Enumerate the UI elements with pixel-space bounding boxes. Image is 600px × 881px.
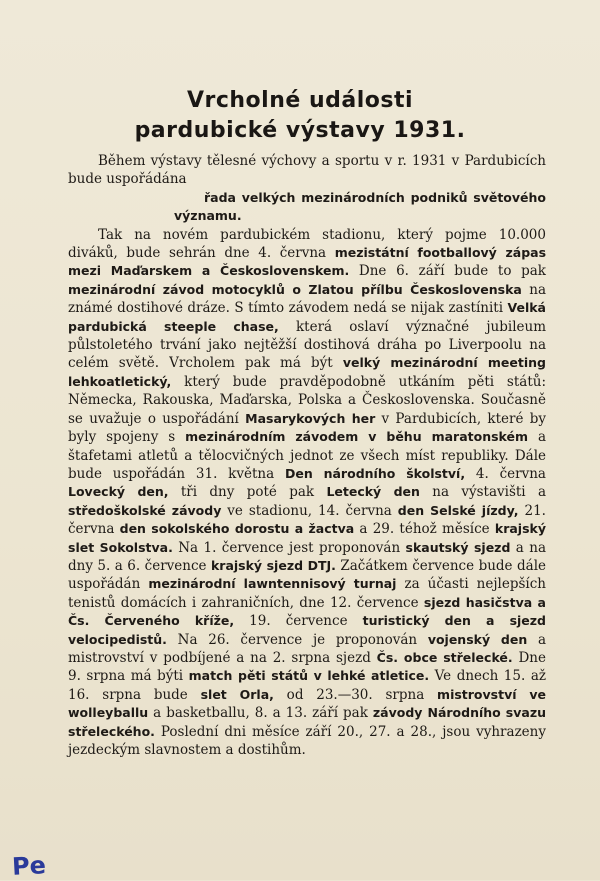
highlight-school-races: středoškolské závody — [68, 502, 222, 518]
highlight-aviation-day: Letecký den — [326, 484, 420, 500]
highlight-military-day: vojenský den — [427, 631, 528, 647]
intro-highlight: řada velkých mezinárodních podniků světového významu. — [174, 189, 546, 224]
highlight-shooting-union: Čs. obce střelecké. — [376, 649, 513, 665]
highlight-tennis-tournament: mezinárodní lawntennisový turnaj — [148, 576, 397, 592]
intro-paragraph: Během výstavy tělesné výchovy a sportu v r. 1931 v Pardubicích bude uspořádána — [68, 153, 546, 188]
highlight-cyclists: turistický den a sjezd velocipedistů. — [68, 613, 546, 647]
highlight-education-day: Den národního školství, — [284, 465, 466, 481]
highlight-athletics-meeting: velký mezinárodní meeting lehkoatletický, — [68, 355, 546, 389]
highlight-volleyball: mistrovství ve wolleyballu — [68, 686, 547, 721]
highlight-motorcycle-race: mezinárodní závod motocyklů o Zlatou přílbu Československa — [68, 281, 522, 297]
main-paragraph: Tak na novém pardubickém stadionu, který pojme 10.000 diváků, bude sehrán dne 4. června mezistátní footballový zápas mezi Maďarskem a Československem. Dne 6. září bude to pak mezinárodní závod motocyklů o Zlatou přílbu Československa na známé dostihové dráze. S tímto závodem nedá se nijak zastíniti Velká pardubická steeple chase, která oslaví význačné jubileum půlstoletého trvání jako nejtěžší dostihová dráha po Liverpoolu na celém světě. Vrcholem pak má být velký mezinárodní meeting lehkoatletický, který bude pravděpodobně utkáním pěti států: Německa, Rakouska, Maďarska, Polska a Československa. Současně se uvažuje o uspořádání Masarykových her v Pardubicích, které by byly spojeny s mezinárodním závodem v běhu maratonském a štafetami atletů a tělocvičných jednot ze všech míst republiky. Dále bude uspořádán 31. května Den národního školství, 4. června Lovecký den, tři dny poté pak Letecký den na výstavišti a středoškolské závody ve stadionu, 14. června den Selské jízdy, 21. června den sokolského dorostu a žactva a 29. téhož měsíce krajský slet Sokolstva. Na 1. července jest proponován skautský sjezd a na dny 5. a 6. července krajský sjezd DTJ. Začátkem července bude dále uspořádán mezinárodní lawntennisový turnaj za účasti nejlepších tenistů domácích i zahraničních, dne 12. července sjezd hasičstva a Čs. Červeného kříže, 19. července turistický den a sjezd velocipedistů. Na 26. července je proponován vojenský den a mistrovství v podbíjené a na 2. srpna sjezd Čs. obce střelecké. Dne 9. srpna má býti match pěti států v lehké atletice. Ve dnech 15. až 16. srpna bude slet Orla, od 23.—30. srpna mistrovství ve wolleyballu a basketballu, 8. a 13. září pak závody Národního svazu střeleckého. Poslední dni měsíce září 20., 27. a 28., jsou vyhrazeny jezdeckým slavnostem a dostihům. — [68, 226, 547, 758]
highlight-steeplechase: Velká pardubická steeple chase, — [68, 300, 546, 334]
highlight-orel-rally: slet Orla, — [200, 686, 274, 702]
document-title-line-1: Vrcholné události — [186, 88, 414, 113]
ink-stamp: Pe — [11, 851, 47, 881]
highlight-shooting-races: závody Národního svazu střeleckého. — [68, 705, 546, 739]
highlight-dtj-congress: krajský sjezd DTJ. — [210, 557, 336, 573]
document-title-line-2: pardubické výstavy 1931. — [134, 118, 466, 143]
highlight-masaryk-games: Masarykových her — [245, 410, 376, 426]
highlight-rural-ride: den Selské jízdy, — [397, 502, 519, 518]
highlight-scout-congress: skautský sjezd — [405, 539, 511, 555]
highlight-sokol-youth: den sokolského dorostu a žactva — [119, 521, 355, 537]
highlight-football-match: mezistátní footballový zápas mezi Maďarskem a Československem. — [68, 245, 547, 279]
highlight-hunting-day: Lovecký den, — [68, 484, 169, 500]
highlight-sokol-rally: krajský slet Sokolstva. — [68, 521, 546, 555]
article-body — [68, 152, 546, 759]
highlight-five-nations-match: match pěti států v lehké atletice. — [188, 668, 430, 684]
highlight-marathon: mezinárodním závodem v běhu maratonském — [185, 429, 529, 445]
highlight-firefighters: sjezd hasičstva a Čs. Červeného kříže, — [68, 594, 546, 629]
